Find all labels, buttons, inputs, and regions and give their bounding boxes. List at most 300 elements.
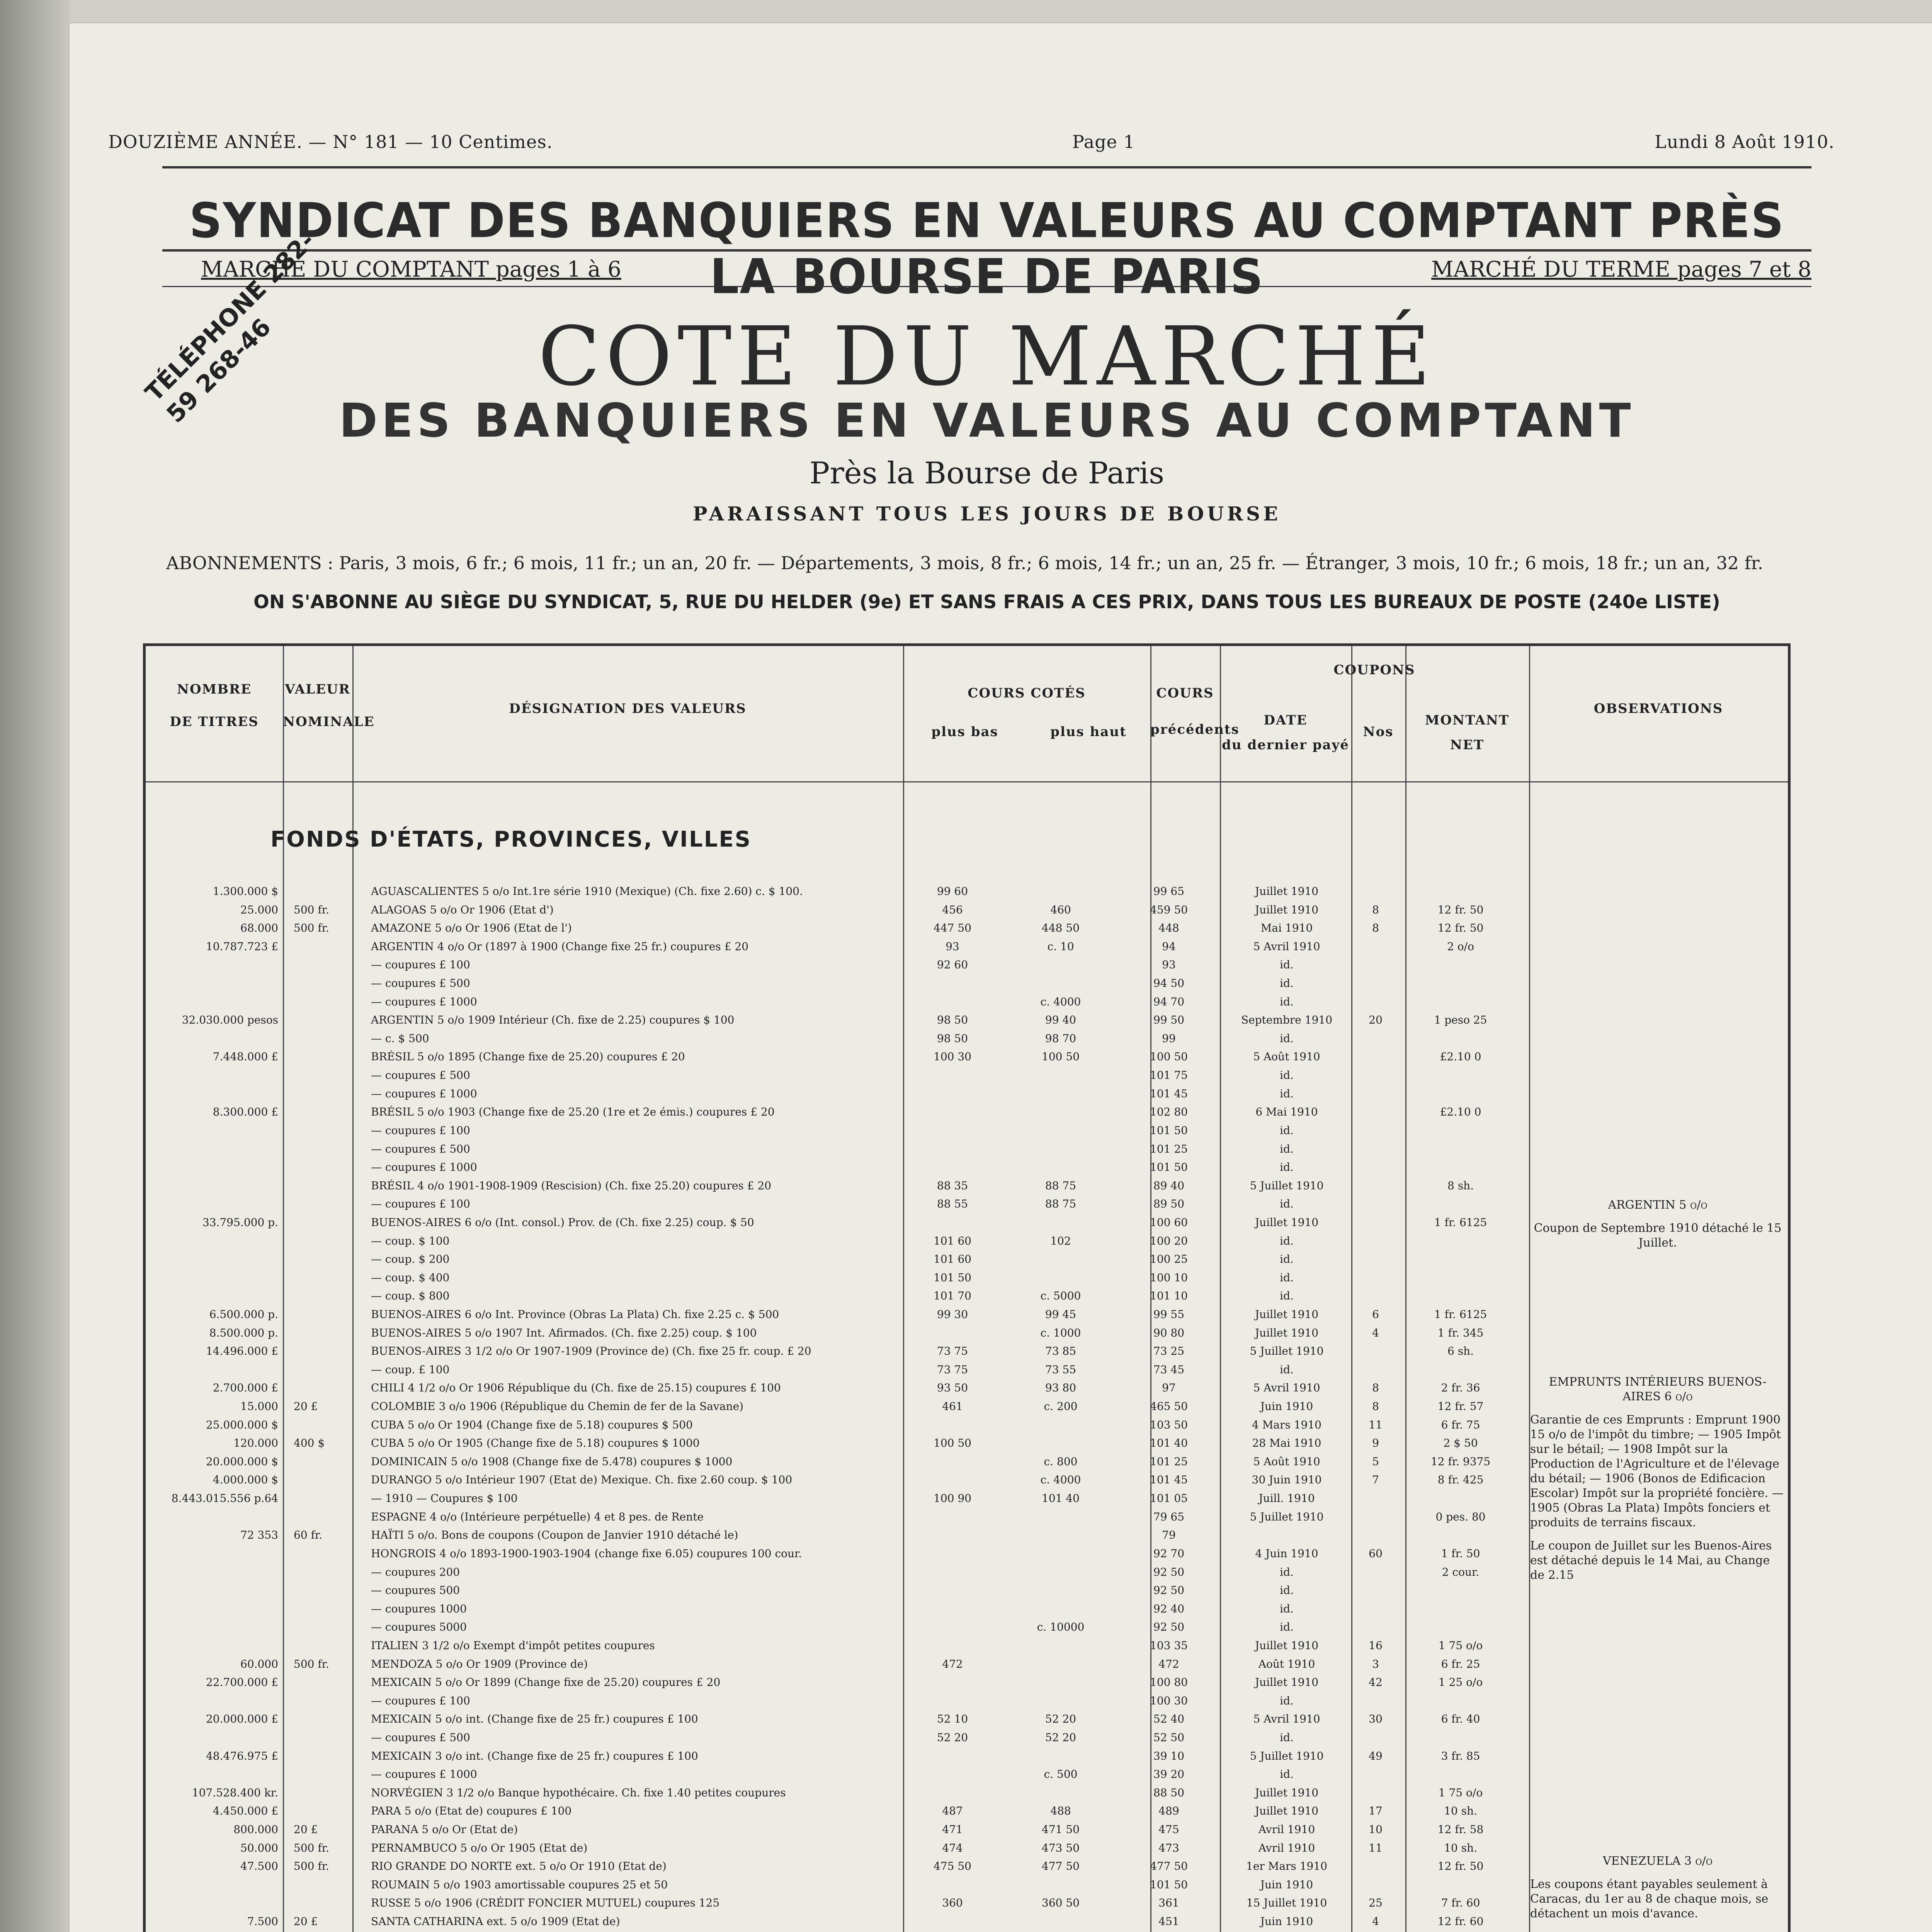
table-row [0, 1584, 1785, 1597]
row-coupon-date: id. [1280, 1363, 1294, 1376]
row-cours-haut: 88 75 [1045, 1197, 1077, 1211]
row-cours-haut: 448 50 [1042, 922, 1080, 935]
obs-emprunts-title: EMPRUNTS INTÉRIEURS BUENOS-AIRES 6 o/o [1549, 1375, 1767, 1403]
row-cours-bas: 52 20 [937, 1731, 968, 1744]
row-coupon-date: 1er Mars 1910 [1246, 1860, 1327, 1873]
table-row [0, 958, 1785, 971]
row-coupon-montant: 1 peso 25 [1434, 1014, 1487, 1027]
row-cours-precedent: 101 10 [1150, 1289, 1188, 1303]
row-coupon-montant: 10 sh. [1444, 1804, 1477, 1818]
col-header-plus-haut: plus haut [1050, 724, 1127, 740]
row-coupon-date: Août 1910 [1258, 1657, 1315, 1670]
row-coupon-montant: 12 fr. 58 [1437, 1823, 1484, 1836]
row-coupon-date: 4 Mars 1910 [1252, 1418, 1321, 1431]
row-cours-bas: 101 60 [934, 1234, 971, 1247]
row-cours-bas: 73 75 [937, 1363, 968, 1376]
row-coupon-montant: 12 fr. 50 [1437, 922, 1484, 935]
table-row [0, 1529, 1785, 1542]
table-row [0, 1032, 1785, 1045]
row-cours-precedent: 99 55 [1153, 1308, 1185, 1321]
header-rule [146, 781, 1788, 782]
row-coupon-date: Juin 1910 [1260, 1878, 1313, 1891]
row-coupon-date: id. [1280, 958, 1294, 971]
row-designation: — coupures £ 100 [371, 1694, 470, 1707]
row-coupon-date: 4 Juin 1910 [1255, 1547, 1318, 1560]
row-coupon-numero: 16 [1369, 1639, 1383, 1652]
row-cours-bas: 98 50 [937, 1032, 968, 1045]
row-coupon-date: id. [1280, 1289, 1294, 1303]
row-nombre: 2.700.000 £ [213, 1381, 278, 1395]
table-row [0, 1804, 1785, 1818]
row-coupon-date: Juin 1910 [1260, 1915, 1313, 1928]
row-coupon-date: id. [1280, 1253, 1294, 1266]
row-cours-precedent: 477 50 [1150, 1860, 1188, 1873]
hdr-valeur: VALEUR [285, 682, 350, 697]
row-cours-haut: c. 500 [1044, 1768, 1078, 1781]
row-designation: BUENOS-AIRES 6 o/o Int. Province (Obras La Plata) Ch. fixe 2.25 c. $ 500 [371, 1308, 779, 1321]
row-designation: — coupures 1000 [371, 1602, 467, 1615]
row-nombre: 22.700.000 £ [206, 1676, 278, 1689]
row-cours-precedent: 101 50 [1150, 1161, 1188, 1174]
row-designation: — coupures £ 500 [371, 1731, 470, 1744]
row-cours-precedent: 92 50 [1153, 1565, 1185, 1578]
row-cours-precedent: 92 50 [1153, 1584, 1185, 1597]
row-coupon-numero: 25 [1369, 1896, 1383, 1910]
table-row [0, 1768, 1785, 1781]
table-row [0, 1087, 1785, 1100]
table-row [0, 1327, 1785, 1340]
row-designation: ALAGOAS 5 o/o Or 1906 (Etat d') [371, 903, 554, 916]
row-coupon-date: 30 Juin 1910 [1252, 1473, 1322, 1486]
row-cours-precedent: 88 50 [1153, 1786, 1185, 1799]
row-designation: — coup. $ 400 [371, 1271, 450, 1284]
row-coupon-montant: 6 fr. 75 [1441, 1418, 1480, 1431]
row-cours-precedent: 101 45 [1150, 1087, 1188, 1100]
row-nombre: 60.000 [240, 1657, 278, 1670]
pres-bourse: Près la Bourse de Paris [809, 456, 1165, 491]
row-cours-haut: c. 800 [1044, 1455, 1078, 1468]
row-coupon-numero: 4 [1372, 1326, 1379, 1339]
row-nombre: 14.496.000 £ [206, 1345, 278, 1358]
row-coupon-date: Juillet 1910 [1255, 1308, 1319, 1321]
row-cours-bas: 475 50 [934, 1860, 971, 1873]
row-coupon-numero: 3 [1372, 1657, 1379, 1670]
row-coupon-date: Juillet 1910 [1255, 1639, 1319, 1652]
row-cours-precedent: 448 [1158, 922, 1179, 935]
row-coupon-montant: 12 fr. 50 [1437, 903, 1484, 916]
row-cours-precedent: 361 [1158, 1896, 1179, 1910]
row-designation: — coup. $ 100 [371, 1234, 450, 1247]
row-coupon-numero: 6 [1372, 1308, 1379, 1321]
row-nombre: 25.000.000 $ [206, 1418, 278, 1431]
row-designation: PERNAMBUCO 5 o/o Or 1905 (Etat de) [371, 1841, 588, 1854]
col-header-coupons: COUPONS [1333, 662, 1415, 678]
row-coupon-date: id. [1280, 1694, 1294, 1707]
table-row [0, 1400, 1785, 1413]
row-designation: COLOMBIE 3 o/o 1906 (République du Chemin de fer de la Savane) [371, 1400, 744, 1413]
row-coupon-date: 5 Août 1910 [1253, 1455, 1320, 1468]
row-valeur: 500 fr. [294, 903, 329, 916]
row-valeur: 20 £ [294, 1915, 318, 1928]
obs-buenos-note: Le coupon de Juillet sur les Buenos-Aires est détaché depuis le 14 Mai, au Change de 2.15 [1530, 1539, 1772, 1582]
row-coupon-montant: 0 pes. 80 [1435, 1510, 1486, 1523]
row-coupon-date: Juillet 1910 [1255, 1786, 1319, 1799]
row-coupon-date: Juillet 1910 [1255, 1216, 1319, 1229]
row-valeur: 60 fr. [294, 1529, 323, 1542]
table-row [0, 1915, 1785, 1928]
row-nombre: 8.300.000 £ [213, 1105, 278, 1119]
row-coupon-montant: 2 $ 50 [1443, 1437, 1478, 1450]
row-cours-precedent: 103 50 [1150, 1418, 1188, 1431]
obs-emprunts-text: Garantie de ces Emprunts : Emprunt 1900 15 o/o de l'impôt du timbre; — 1905 Impôt sur le bétail; — 1908 Impôt sur la Production de l'Agriculture et de l'élevage du bétail; — 1906 (Bonos de Edificacion Escolar) Impôt sur la propriété foncière. — 1905 (Obras La Plata) Impôts fonciers et produits de terrains fiscaux. [1530, 1413, 1784, 1529]
row-cours-bas: 360 [942, 1896, 963, 1910]
row-designation: ROUMAIN 5 o/o 1903 amortissable coupures 25 et 50 [371, 1878, 668, 1891]
row-designation: PARA 5 o/o (Etat de) coupures £ 100 [371, 1804, 572, 1818]
main-title: COTE DU MARCHÉ [538, 309, 1436, 404]
row-coupon-montant: 12 fr. 9375 [1430, 1455, 1491, 1468]
row-designation: MEXICAIN 5 o/o Or 1899 (Change fixe de 25.20) coupures £ 20 [371, 1676, 721, 1689]
row-cours-haut: 100 50 [1042, 1050, 1080, 1063]
row-designation: — coupures £ 1000 [371, 1087, 477, 1100]
row-cours-precedent: 99 65 [1153, 885, 1185, 898]
hdr-precedents: précédents [1150, 722, 1240, 737]
section-title: FONDS D'ÉTATS, PROVINCES, VILLES [270, 827, 752, 852]
row-cours-precedent: 103 35 [1150, 1639, 1188, 1652]
row-nombre: 800.000 [233, 1823, 278, 1836]
table-row [0, 1050, 1785, 1063]
row-cours-haut: 460 [1050, 903, 1071, 916]
top-rule [162, 166, 1811, 168]
row-coupon-date: 5 Avril 1910 [1253, 1713, 1320, 1726]
row-coupon-numero: 30 [1369, 1713, 1383, 1726]
row-coupon-date: id. [1280, 977, 1294, 990]
table-row [0, 1437, 1785, 1450]
row-cours-bas: 93 50 [937, 1381, 968, 1395]
row-coupon-numero: 8 [1372, 922, 1379, 935]
row-cours-precedent: 99 50 [1153, 1014, 1185, 1027]
row-cours-bas: 99 60 [937, 885, 968, 898]
row-designation: — coup. £ 100 [371, 1363, 450, 1376]
row-designation: — coupures £ 500 [371, 1142, 470, 1155]
obs-venezuela-note: Les coupons étant payables seulement à Caracas, du 1er au 8 de chaque mois, se détachent un mois d'avance. [1530, 1878, 1769, 1920]
hdr-de-titres: DE TITRES [170, 714, 259, 730]
table-row [0, 1124, 1785, 1137]
row-coupon-date: Avril 1910 [1258, 1841, 1315, 1854]
row-designation: ARGENTIN 5 o/o 1909 Intérieur (Ch. fixe de 2.25) coupures $ 100 [371, 1014, 735, 1027]
row-coupon-montant: 1 fr. 50 [1441, 1547, 1480, 1560]
row-cours-precedent: 94 50 [1153, 977, 1185, 990]
row-cours-bas: 93 [946, 940, 959, 953]
row-coupon-date: Juin 1910 [1260, 1400, 1313, 1413]
issue-info: DOUZIÈME ANNÉE. — N° 181 — 10 Centimes. [108, 131, 553, 152]
row-cours-bas: 487 [942, 1804, 963, 1818]
row-coupon-date: id. [1280, 995, 1294, 1008]
row-designation: HONGROIS 4 o/o 1893-1900-1903-1904 (change fixe 6.05) coupures 100 cour. [371, 1547, 802, 1560]
row-cours-precedent: 39 10 [1153, 1749, 1185, 1762]
row-coupon-montant: 12 fr. 60 [1437, 1915, 1484, 1928]
row-nombre: 68.000 [240, 922, 278, 935]
row-coupon-date: 5 Juillet 1910 [1250, 1345, 1324, 1358]
row-designation: — coupures £ 100 [371, 1124, 470, 1137]
row-coupon-date: 5 Avril 1910 [1253, 1381, 1320, 1395]
hdr-cours: COURS [1156, 685, 1214, 701]
row-coupon-montant: 1 75 o/o [1438, 1786, 1483, 1799]
row-cours-haut: 360 50 [1042, 1896, 1080, 1910]
row-nombre: 1.300.000 $ [213, 885, 278, 898]
row-coupon-montant: 1 25 o/o [1438, 1676, 1483, 1689]
row-coupon-date: 5 Juillet 1910 [1250, 1179, 1324, 1192]
row-designation: AMAZONE 5 o/o Or 1906 (Etat de l') [371, 922, 572, 935]
row-cours-precedent: 451 [1158, 1915, 1179, 1928]
row-coupon-numero: 42 [1369, 1676, 1383, 1689]
row-nombre: 20.000.000 $ [206, 1455, 278, 1468]
row-nombre: 47.500 [240, 1860, 278, 1873]
subscription-rates: ABONNEMENTS : Paris, 3 mois, 6 fr.; 6 mois, 11 fr.; un an, 20 fr. — Départements, 3 mois, 8 fr.; 6 mois, 14 fr.; un an, 25 fr. — Étranger, 3 mois, 10 fr.; 6 mois, 18 fr.; un an, 32 fr. [166, 553, 1764, 573]
obs-argentin: ARGENTIN 5 o/o [1608, 1198, 1708, 1212]
row-coupon-numero: 60 [1369, 1547, 1383, 1560]
row-cours-precedent: 101 05 [1150, 1492, 1188, 1505]
col-header-observations: OBSERVATIONS [1594, 701, 1723, 716]
row-nombre: 50.000 [240, 1841, 278, 1854]
row-coupon-numero: 11 [1369, 1418, 1383, 1431]
row-valeur: 500 fr. [294, 922, 329, 935]
table-row [0, 1639, 1785, 1652]
row-coupon-numero: 8 [1372, 903, 1379, 916]
row-designation: — coupures 5000 [371, 1621, 467, 1634]
row-designation: CHILI 4 1/2 o/o Or 1906 République du (Ch. fixe de 25.15) coupures £ 100 [371, 1381, 781, 1395]
row-designation: HAÏTI 5 o/o. Bons de coupons (Coupon de Janvier 1910 détaché le) [371, 1529, 738, 1542]
row-cours-precedent: 52 40 [1153, 1713, 1185, 1726]
row-coupon-date: id. [1280, 1161, 1294, 1174]
row-cours-precedent: 459 50 [1150, 903, 1188, 916]
table-row [0, 1308, 1785, 1321]
row-designation: — coup. $ 200 [371, 1253, 450, 1266]
row-cours-haut: 477 50 [1042, 1860, 1080, 1873]
row-cours-precedent: 79 [1162, 1529, 1176, 1542]
row-designation: MEXICAIN 5 o/o int. (Change fixe de 25 fr.) coupures £ 100 [371, 1713, 698, 1726]
row-coupon-montant: 10 sh. [1444, 1841, 1477, 1854]
row-coupon-montant: 1 fr. 345 [1437, 1326, 1484, 1339]
row-coupon-montant: 7 fr. 60 [1441, 1896, 1480, 1910]
hdr-dernier-paye: du dernier payé [1222, 737, 1349, 753]
row-nombre: 8.500.000 p. [209, 1326, 278, 1339]
row-cours-precedent: 100 60 [1150, 1216, 1188, 1229]
row-cours-precedent: 101 25 [1150, 1455, 1188, 1468]
row-designation: DOMINICAIN 5 o/o 1908 (Change fixe de 5.478) coupures $ 1000 [371, 1455, 733, 1468]
row-cours-precedent: 52 50 [1153, 1731, 1185, 1744]
table-row [0, 1363, 1785, 1376]
table-row [0, 1271, 1785, 1284]
row-designation: — coupures £ 1000 [371, 1161, 477, 1174]
row-designation: — coupures 200 [371, 1565, 460, 1578]
row-coupon-date: id. [1280, 1087, 1294, 1100]
row-coupon-date: Mai 1910 [1260, 922, 1313, 935]
row-coupon-numero: 49 [1369, 1749, 1383, 1762]
hdr-net: NET [1450, 737, 1485, 753]
row-cours-precedent: 472 [1158, 1657, 1179, 1670]
table-row [0, 1105, 1785, 1119]
row-designation: PARANA 5 o/o Or (Etat de) [371, 1823, 518, 1836]
table-row [0, 1547, 1785, 1560]
row-valeur: 20 £ [294, 1400, 318, 1413]
row-cours-precedent: 94 70 [1153, 995, 1185, 1008]
row-designation: — coupures £ 1000 [371, 1768, 477, 1781]
row-designation: — c. $ 500 [371, 1032, 429, 1045]
row-cours-bas: 100 50 [934, 1437, 971, 1450]
row-coupon-numero: 5 [1372, 1455, 1379, 1468]
row-coupon-numero: 20 [1369, 1014, 1383, 1027]
row-nombre: 120.000 [233, 1437, 278, 1450]
row-cours-precedent: 94 [1162, 940, 1176, 953]
table-row [0, 1253, 1785, 1266]
row-cours-precedent: 39 20 [1153, 1768, 1185, 1781]
col-header-numero: Nos [1363, 724, 1394, 740]
row-nombre: 107.528.400 kr. [192, 1786, 278, 1799]
row-cours-precedent: 92 50 [1153, 1621, 1185, 1634]
row-cours-precedent: 73 25 [1153, 1345, 1185, 1358]
row-coupon-numero: 8 [1372, 1381, 1379, 1395]
row-cours-precedent: 100 10 [1150, 1271, 1188, 1284]
row-coupon-numero: 10 [1369, 1823, 1383, 1836]
table-row [0, 1566, 1785, 1579]
col-header-nombre [146, 681, 283, 730]
row-cours-bas: 100 90 [934, 1492, 971, 1505]
row-nombre: 7.500 [247, 1915, 278, 1928]
table-row [0, 1473, 1785, 1486]
row-coupon-date: Juill. 1910 [1259, 1492, 1315, 1505]
table-row [0, 1235, 1785, 1248]
row-cours-haut: 102 [1050, 1234, 1071, 1247]
row-designation: SANTA CATHARINA ext. 5 o/o 1909 (Etat de) [371, 1915, 620, 1928]
row-cours-bas: 101 70 [934, 1289, 971, 1303]
hdr-montant: MONTANT [1425, 713, 1510, 728]
row-nombre: 32.030.000 pesos [182, 1014, 278, 1027]
obs-venezuela: VENEZUELA 3 o/o [1602, 1854, 1713, 1868]
row-cours-haut: c. 4000 [1040, 995, 1081, 1008]
main-subtitle: DES BANQUIERS EN VALEURS AU COMPTANT [339, 394, 1635, 448]
row-cours-precedent: 92 40 [1153, 1602, 1185, 1615]
col-header-cours [1150, 685, 1240, 738]
row-coupon-montant: 12 fr. 50 [1437, 1860, 1484, 1873]
table-row [0, 1179, 1785, 1192]
table-row [0, 995, 1785, 1009]
row-cours-precedent: 89 50 [1153, 1197, 1185, 1211]
table-row [0, 1658, 1785, 1671]
table-row [0, 1621, 1785, 1634]
page-number: Page 1 [1072, 131, 1135, 152]
row-coupon-date: id. [1280, 1584, 1294, 1597]
row-valeur: 400 $ [294, 1437, 325, 1450]
row-coupon-numero: 4 [1372, 1915, 1379, 1928]
row-cours-precedent: 101 75 [1150, 1069, 1188, 1082]
row-designation: — coupures £ 500 [371, 977, 470, 990]
row-cours-haut: c. 200 [1044, 1400, 1078, 1413]
row-coupon-date: id. [1280, 1069, 1294, 1082]
row-cours-bas: 73 75 [937, 1345, 968, 1358]
row-valeur: 20 £ [294, 1823, 318, 1836]
row-cours-precedent: 90 80 [1153, 1326, 1185, 1339]
table-row [0, 1731, 1785, 1744]
col-header-plus-bas: plus bas [931, 724, 998, 740]
telephone-stamp: TÉLÉPHONE 282-59 268-46 [139, 226, 320, 429]
row-cours-haut: c. 10000 [1037, 1621, 1085, 1634]
row-cours-haut: 73 85 [1045, 1345, 1077, 1358]
row-nombre: 4.450.000 £ [213, 1804, 278, 1818]
row-nombre: 20.000.000 £ [206, 1713, 278, 1726]
row-cours-haut: 52 20 [1045, 1713, 1077, 1726]
row-cours-haut: c. 4000 [1040, 1473, 1081, 1486]
row-coupon-date: 6 Mai 1910 [1255, 1105, 1318, 1119]
row-cours-haut: 93 80 [1045, 1381, 1077, 1395]
row-nombre: 15.000 [240, 1400, 278, 1413]
row-valeur: 500 fr. [294, 1657, 329, 1670]
row-nombre: 72 353 [240, 1529, 278, 1542]
publication-frequency: PARAISSANT TOUS LES JOURS DE BOURSE [692, 502, 1281, 525]
table-row [0, 1842, 1785, 1855]
table-row [0, 1896, 1785, 1910]
table-row [0, 1602, 1785, 1616]
row-nombre: 8.443.015.556 p.64 [171, 1492, 278, 1505]
table-row [0, 940, 1785, 953]
row-cours-bas: 101 60 [934, 1253, 971, 1266]
row-cours-bas: 99 30 [937, 1308, 968, 1321]
row-coupon-date: 5 Avril 1910 [1253, 940, 1320, 953]
row-coupon-date: 5 Juillet 1910 [1250, 1749, 1324, 1762]
table-row [0, 903, 1785, 917]
row-designation: DURANGO 5 o/o Intérieur 1907 (Etat de) Mexique. Ch. fixe 2.60 coup. $ 100 [371, 1473, 793, 1486]
row-coupon-montant: 8 fr. 425 [1437, 1473, 1484, 1486]
table-row [0, 977, 1785, 990]
table-row [0, 1345, 1785, 1358]
row-cours-precedent: 101 40 [1150, 1437, 1188, 1450]
row-designation: — coupures £ 100 [371, 958, 470, 971]
table-row [0, 922, 1785, 935]
row-cours-precedent: 101 25 [1150, 1142, 1188, 1155]
row-coupon-date: id. [1280, 1032, 1294, 1045]
row-cours-precedent: 100 80 [1150, 1676, 1188, 1689]
row-coupon-montant: 3 fr. 85 [1441, 1749, 1480, 1762]
row-designation: BUENOS-AIRES 6 o/o (Int. consol.) Prov. de (Ch. fixe 2.25) coup. $ 50 [371, 1216, 754, 1229]
row-cours-haut: 488 [1050, 1804, 1071, 1818]
row-nombre: 25.000 [240, 903, 278, 916]
row-coupon-montant: £2.10 0 [1440, 1050, 1481, 1063]
row-designation: — 1910 — Coupures $ 100 [371, 1492, 518, 1505]
hdr-date: DATE [1264, 713, 1308, 728]
col-header-valeur [283, 681, 375, 730]
row-designation: RUSSE 5 o/o 1906 (CRÉDIT FONCIER MUTUEL) coupures 125 [371, 1896, 720, 1910]
table-row [0, 1510, 1785, 1524]
row-cours-haut: c. 10 [1047, 940, 1074, 953]
row-nombre: 6.500.000 p. [209, 1308, 278, 1321]
row-designation: BRÉSIL 4 o/o 1901-1908-1909 (Rescision) (Ch. fixe 25.20) coupures £ 20 [371, 1179, 772, 1192]
table-row [0, 1860, 1785, 1873]
row-cours-bas: 98 50 [937, 1014, 968, 1027]
row-coupon-date: 28 Mai 1910 [1252, 1437, 1321, 1450]
row-nombre: 33.795.000 p. [202, 1216, 278, 1229]
row-cours-precedent: 100 50 [1150, 1050, 1188, 1063]
row-designation: MENDOZA 5 o/o Or 1909 (Province de) [371, 1657, 588, 1670]
row-cours-bas: 88 35 [937, 1179, 968, 1192]
row-designation: ARGENTIN 4 o/o Or (1897 à 1900 (Change fixe 25 fr.) coupures £ 20 [371, 940, 749, 953]
row-designation: MEXICAIN 3 o/o int. (Change fixe de 25 fr.) coupures £ 100 [371, 1749, 698, 1762]
row-cours-bas: 100 30 [934, 1050, 971, 1063]
row-cours-bas: 101 50 [934, 1271, 971, 1284]
hdr-nominale: NOMINALE [283, 714, 375, 730]
row-nombre: 4.000.000 $ [213, 1473, 278, 1486]
row-valeur: 500 fr. [294, 1841, 329, 1854]
table-row [0, 1418, 1785, 1432]
row-designation: BRÉSIL 5 o/o 1903 (Change fixe de 25.20 (1re et 2e émis.) coupures £ 20 [371, 1105, 775, 1119]
